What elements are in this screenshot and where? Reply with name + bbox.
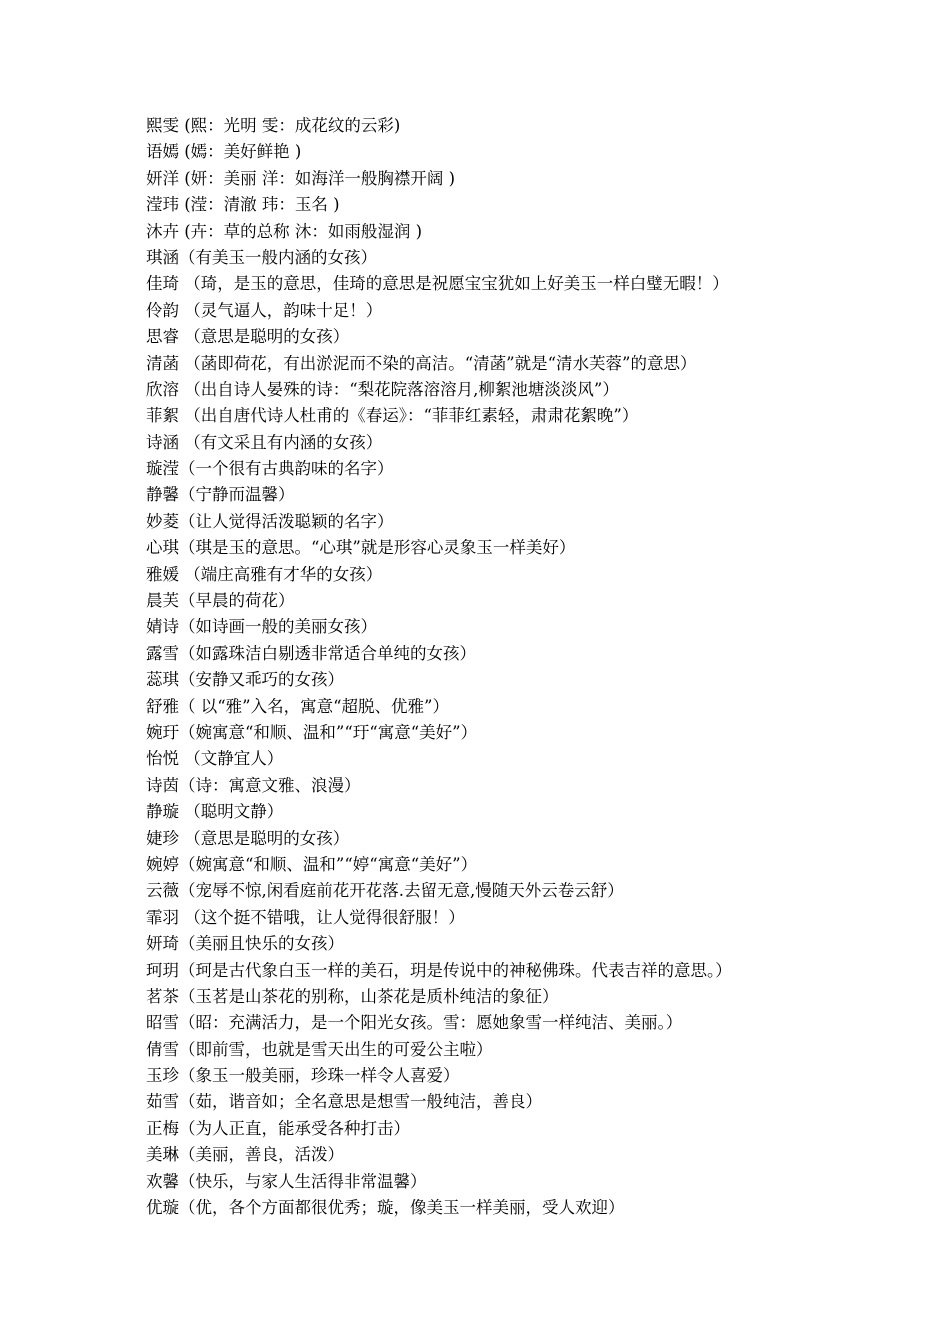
name-entry: 琪涵（有美玉一般内涵的女孩）	[146, 247, 377, 267]
name-entry: 清菡 （菡即荷花，有出淤泥而不染的高洁。“清菡”就是“清水芙蓉”的意思）	[146, 353, 697, 373]
name-entry: 婉玗（婉寓意“和顺、温和”“玗“寓意“美好”）	[146, 722, 478, 742]
name-entry: 玉珍（象玉一般美丽，珍珠一样令人喜爱）	[146, 1066, 460, 1086]
name-entry: 倩雪（即前雪，也就是雪天出生的可爱公主啦）	[146, 1039, 493, 1059]
name-entry: 伶韵 （灵气逼人，韵味十足！）	[146, 300, 383, 320]
name-entry: 蕊琪（安静又乖巧的女孩）	[146, 670, 344, 690]
name-entry: 珂玥（珂是古代象白玉一样的美石，玥是传说中的神秘佛珠。代表吉祥的意思。）	[146, 960, 732, 980]
name-entry: 婧诗（如诗画一般的美丽女孩）	[146, 617, 377, 637]
name-entry: 心琪（琪是玉的意思。“心琪”就是形容心灵象玉一样美好）	[146, 538, 576, 558]
name-entry: 语嫣 (嫣：美好鲜艳 )	[146, 142, 302, 162]
name-entry: 欢馨（快乐，与家人生活得非常温馨）	[146, 1171, 427, 1191]
name-entry: 诗涵 （有文采且有内涵的女孩）	[146, 432, 383, 452]
name-entry: 妍洋 (妍：美丽 洋：如海洋一般胸襟开阔 )	[146, 168, 456, 188]
name-list	[146, 113, 926, 1221]
name-entry: 菲絮 （出自唐代诗人杜甫的《春运》：“菲菲红素轻，肃肃花絮晚”）	[146, 406, 639, 426]
name-entry: 思睿 （意思是聪明的女孩）	[146, 327, 350, 347]
name-entry: 舒雅（ 以“雅”入名，寓意“超脱、优雅”）	[146, 696, 449, 716]
name-entry: 霏羽 （这个挺不错哦，让人觉得很舒服！）	[146, 907, 465, 927]
name-entry: 晨芙（早晨的荷花）	[146, 591, 295, 611]
name-entry: 茹雪（茹，谐音如；全名意思是想雪一般纯洁，善良）	[146, 1092, 542, 1112]
name-entry: 静馨（宁静而温馨）	[146, 485, 295, 505]
name-entry: 妙菱（让人觉得活泼聪颖的名字）	[146, 511, 394, 531]
name-entry: 怡悦 （文静宜人）	[146, 749, 284, 769]
name-entry: 欣溶 （出自诗人晏殊的诗：“梨花院落溶溶月,柳絮池塘淡淡风”）	[146, 379, 619, 399]
name-entry: 昭雪（昭：充满活力，是一个阳光女孩。雪：愿她象雪一样纯洁、美丽。）	[146, 1013, 683, 1033]
name-entry: 美琳（美丽，善良，活泼）	[146, 1145, 344, 1165]
name-entry: 正梅（为人正直，能承受各种打击）	[146, 1118, 410, 1138]
name-entry: 沐卉 (卉：草的总称 沐：如雨般湿润 )	[146, 221, 423, 241]
name-entry: 婕珍 （意思是聪明的女孩）	[146, 828, 350, 848]
name-entry: 云薇（宠辱不惊,闲看庭前花开花落.去留无意,慢随天外云卷云舒）	[146, 881, 624, 901]
name-entry: 璇滢（一个很有古典韵味的名字）	[146, 459, 394, 479]
name-entry: 静璇 （聪明文静）	[146, 802, 284, 822]
name-entry: 露雪（如露珠洁白剔透非常适合单纯的女孩）	[146, 643, 476, 663]
name-entry: 茗茶（玉茗是山茶花的别称，山茶花是质朴纯洁的象征）	[146, 986, 559, 1006]
name-entry: 熙雯 (熙：光明 雯：成花纹的云彩)	[146, 116, 401, 135]
name-entry: 婉婷（婉寓意“和顺、温和”“婷“寓意“美好”）	[146, 854, 478, 874]
name-entry: 妍琦（美丽且快乐的女孩）	[146, 934, 344, 954]
name-entry: 诗茵（诗：寓意文雅、浪漫）	[146, 775, 361, 795]
name-entry: 滢玮 (滢：清澈 玮：玉名 )	[146, 195, 340, 215]
name-entry: 雅媛 （端庄高雅有才华的女孩）	[146, 564, 383, 584]
name-entry: 佳琦 （琦，是玉的意思，佳琦的意思是祝愿宝宝犹如上好美玉一样白璧无暇！）	[146, 274, 729, 294]
name-entry: 优璇（优，各个方面都很优秀；璇，像美玉一样美丽，受人欢迎）	[146, 1198, 625, 1218]
